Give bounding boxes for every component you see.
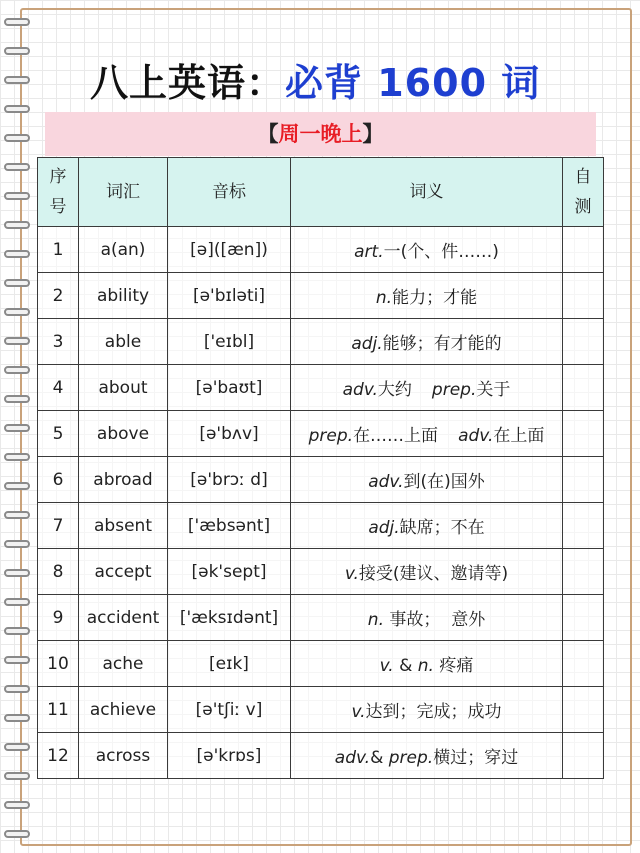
spiral-ring	[4, 395, 30, 403]
vocabulary-table	[37, 157, 604, 779]
spiral-ring	[4, 308, 30, 316]
spiral-ring	[4, 482, 30, 490]
table-row	[38, 549, 604, 595]
meaning-text: 疼痛	[433, 656, 474, 676]
header-number-line1: 序	[49, 167, 67, 187]
meaning-text: 接受(建议、邀请等)	[358, 564, 509, 584]
spiral-ring	[4, 424, 30, 432]
row-self-test-cell	[563, 227, 604, 273]
row-meaning	[291, 641, 563, 687]
row-meaning	[291, 549, 563, 595]
row-word: across	[79, 733, 168, 779]
spiral-binding	[0, 0, 34, 853]
row-number: 9	[38, 595, 79, 641]
spiral-ring	[4, 511, 30, 519]
row-self-test-cell	[563, 641, 604, 687]
row-phonetic: ['æksɪdənt]	[168, 595, 291, 641]
meaning-text: 在……上面	[353, 426, 439, 446]
meaning-text: &	[393, 656, 418, 676]
row-word: achieve	[79, 687, 168, 733]
row-word: ability	[79, 273, 168, 319]
row-phonetic: [ə'baʊt]	[168, 365, 291, 411]
row-word: abroad	[79, 457, 168, 503]
meaning-text: 达到；完成；成功	[365, 702, 502, 722]
row-self-test-cell	[563, 319, 604, 365]
row-meaning	[291, 319, 563, 365]
row-meaning	[291, 503, 563, 549]
part-of-speech: adv.	[334, 748, 371, 768]
part-of-speech: n.	[367, 610, 384, 630]
spiral-ring	[4, 830, 30, 838]
spiral-ring	[4, 540, 30, 548]
header-self-test-line1: 自	[574, 167, 592, 187]
header-self-test-line2: 测	[574, 197, 592, 217]
part-of-speech: adv.	[458, 426, 494, 446]
row-self-test-cell	[563, 365, 604, 411]
part-of-speech: prep.	[431, 380, 477, 400]
row-word: able	[79, 319, 168, 365]
row-meaning	[291, 733, 563, 779]
part-of-speech: adv.	[342, 380, 378, 400]
header-number-line2: 号	[49, 197, 67, 217]
part-of-speech: v.	[379, 656, 394, 676]
part-of-speech: prep.	[308, 426, 354, 446]
row-self-test-cell	[563, 273, 604, 319]
table-row	[38, 227, 604, 273]
row-self-test-cell	[563, 411, 604, 457]
row-self-test-cell	[563, 595, 604, 641]
spiral-ring	[4, 627, 30, 635]
table-header-row	[38, 158, 604, 227]
bracket-open: 【	[257, 122, 279, 146]
spiral-ring	[4, 250, 30, 258]
spiral-ring	[4, 772, 30, 780]
header-phonetic: 音标	[168, 158, 291, 227]
row-meaning	[291, 273, 563, 319]
meaning-text: 能力；才能	[392, 288, 478, 308]
title-part1: 八上英语：	[90, 61, 286, 105]
spiral-ring	[4, 163, 30, 171]
part-of-speech: adj.	[368, 518, 400, 538]
row-number: 2	[38, 273, 79, 319]
row-meaning	[291, 595, 563, 641]
table-row	[38, 319, 604, 365]
row-number: 10	[38, 641, 79, 687]
row-phonetic: ['eɪbl]	[168, 319, 291, 365]
spiral-ring	[4, 453, 30, 461]
row-number: 1	[38, 227, 79, 273]
header-meaning: 词义	[291, 158, 563, 227]
spiral-ring	[4, 366, 30, 374]
spiral-ring	[4, 279, 30, 287]
row-self-test-cell	[563, 549, 604, 595]
row-meaning	[291, 227, 563, 273]
meaning-text: 关于	[476, 380, 511, 400]
row-word: accept	[79, 549, 168, 595]
table-row	[38, 411, 604, 457]
row-meaning	[291, 457, 563, 503]
part-of-speech: adj.	[351, 334, 383, 354]
table-row	[38, 595, 604, 641]
row-number: 12	[38, 733, 79, 779]
spiral-ring	[4, 18, 30, 26]
row-word: accident	[79, 595, 168, 641]
meaning-text: 一(个、件……)	[383, 242, 499, 262]
spiral-ring	[4, 47, 30, 55]
spiral-ring	[4, 105, 30, 113]
row-number: 4	[38, 365, 79, 411]
row-meaning	[291, 365, 563, 411]
spiral-ring	[4, 134, 30, 142]
row-word: ache	[79, 641, 168, 687]
table-row	[38, 687, 604, 733]
spiral-ring	[4, 743, 30, 751]
meaning-text: 在上面	[493, 426, 545, 446]
meaning-text: 大约	[377, 380, 412, 400]
row-self-test-cell	[563, 687, 604, 733]
table-row	[38, 733, 604, 779]
header-self-test	[563, 158, 604, 227]
session-banner	[45, 112, 596, 156]
row-word: above	[79, 411, 168, 457]
table-row	[38, 457, 604, 503]
header-number	[38, 158, 79, 227]
row-self-test-cell	[563, 733, 604, 779]
spiral-ring	[4, 598, 30, 606]
meaning-text: 能够；有才能的	[382, 334, 502, 354]
spiral-ring	[4, 801, 30, 809]
part-of-speech: v.	[351, 702, 366, 722]
meaning-text: 事故； 意外	[383, 610, 486, 630]
row-number: 8	[38, 549, 79, 595]
row-phonetic: [ə'bʌv]	[168, 411, 291, 457]
session-label: 周一晚上	[278, 122, 363, 146]
row-phonetic: [ə'bɪləti]	[168, 273, 291, 319]
header-word: 词汇	[79, 158, 168, 227]
spiral-ring	[4, 656, 30, 664]
part-of-speech: n.	[417, 656, 434, 676]
part-of-speech: v.	[344, 564, 359, 584]
bracket-close: 】	[362, 122, 384, 146]
row-phonetic: [ə'brɔː d]	[168, 457, 291, 503]
row-self-test-cell	[563, 503, 604, 549]
spiral-ring	[4, 337, 30, 345]
row-word: absent	[79, 503, 168, 549]
row-meaning	[291, 687, 563, 733]
spiral-ring	[4, 221, 30, 229]
row-self-test-cell	[563, 457, 604, 503]
part-of-speech: n.	[375, 288, 393, 308]
spiral-ring	[4, 685, 30, 693]
row-number: 11	[38, 687, 79, 733]
row-word: about	[79, 365, 168, 411]
meaning-text: &	[370, 748, 389, 768]
title-part2: 必背 1600 词	[285, 61, 541, 105]
row-number: 3	[38, 319, 79, 365]
table-row	[38, 273, 604, 319]
row-phonetic: ['æbsənt]	[168, 503, 291, 549]
meaning-text: 到(在)国外	[403, 472, 485, 492]
part-of-speech: prep.	[388, 748, 434, 768]
row-phonetic: [ə'krɒs]	[168, 733, 291, 779]
row-phonetic: [ə'tʃiː v]	[168, 687, 291, 733]
spiral-ring	[4, 192, 30, 200]
row-word: a(an)	[79, 227, 168, 273]
row-number: 7	[38, 503, 79, 549]
table-row	[38, 641, 604, 687]
page-title	[90, 52, 541, 105]
table-row	[38, 503, 604, 549]
spiral-ring	[4, 76, 30, 84]
spiral-ring	[4, 714, 30, 722]
part-of-speech: adv.	[368, 472, 404, 492]
row-number: 5	[38, 411, 79, 457]
row-meaning	[291, 411, 563, 457]
row-phonetic: [ə]([æn])	[168, 227, 291, 273]
row-number: 6	[38, 457, 79, 503]
meaning-text: 横过；穿过	[433, 748, 519, 768]
row-phonetic: [ək'sept]	[168, 549, 291, 595]
meaning-text: 缺席；不在	[399, 518, 485, 538]
table-row	[38, 365, 604, 411]
part-of-speech: art.	[354, 242, 384, 262]
spiral-ring	[4, 569, 30, 577]
row-phonetic: [eɪk]	[168, 641, 291, 687]
